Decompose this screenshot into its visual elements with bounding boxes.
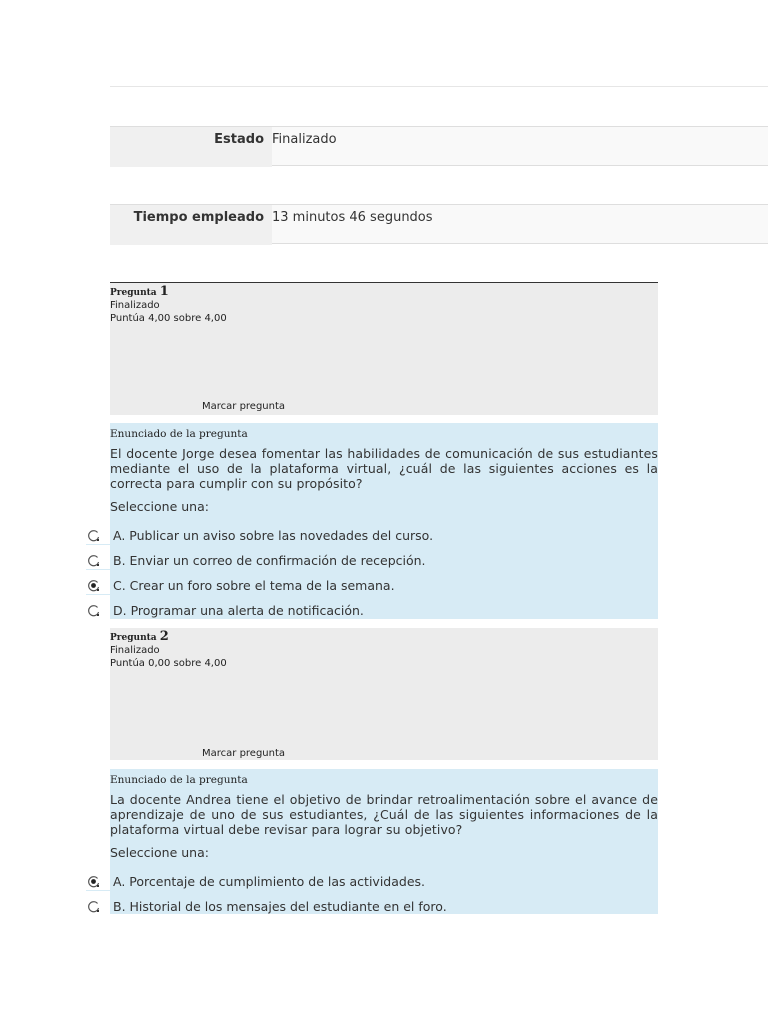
summary-value: 13 minutos 46 segundos [272,210,433,225]
question-grade: Puntúa 4,00 sobre 4,00 [110,313,227,324]
answer-label: B. Enviar un correo de confirmación de recepción. [113,553,426,568]
radio-unchecked-icon[interactable] [86,528,102,544]
answer-option[interactable] [110,601,658,621]
question-text: El docente Jorge desea fomentar las habilidades de comunicación de sus estudiantes mediante el uso de la plataforma virtual, ¿cuál de las siguientes acciones es la correcta para cumplir con su propósito? [110,446,658,491]
answer-divider [86,890,658,891]
radio-checked-icon[interactable] [86,874,102,890]
answer-option[interactable] [110,526,658,546]
answer-divider [86,544,658,545]
flag-question-link[interactable]: Marcar pregunta [202,401,286,412]
answer-divider [86,569,658,570]
answer-label: B. Historial de los mensajes del estudiante en el foro. [113,899,447,914]
summary-row-time [110,204,768,244]
question-info [110,282,658,415]
question-grade: Puntúa 0,00 sobre 4,00 [110,658,227,669]
answer-option[interactable] [110,872,658,892]
answer-prompt: Seleccione una: [110,499,209,514]
answer-label: A. Porcentaje de cumplimiento de las actividades. [113,874,425,889]
answer-divider [86,594,658,595]
question-formulation [110,423,658,619]
summary-value: Finalizado [272,132,337,147]
radio-checked-icon[interactable] [86,578,102,594]
question-text: La docente Andrea tiene el objetivo de brindar retroalimentación sobre el avance de aprendizaje de uno de sus estudiantes, ¿Cuál de las siguientes informaciones de la plataforma virtual debe revisar para lograr su objetivo? [110,792,658,837]
formulation-title: Enunciado de la pregunta [110,428,248,440]
question-formulation [110,769,658,914]
summary-label: Estado [110,127,272,167]
top-divider [110,86,768,87]
answer-option[interactable] [110,576,658,596]
answer-option[interactable] [110,897,658,917]
answer-label: A. Publicar un aviso sobre las novedades del curso. [113,528,434,543]
flag-question-link[interactable]: Marcar pregunta [202,748,286,759]
formulation-title: Enunciado de la pregunta [110,774,248,786]
question-state: Finalizado [110,300,160,311]
answer-option[interactable] [110,551,658,571]
summary-label: Tiempo empleado [110,205,272,245]
answer-prompt: Seleccione una: [110,845,209,860]
question-info [110,628,658,760]
answer-label: D. Programar una alerta de notificación. [113,603,364,618]
summary-row-state [110,126,768,166]
radio-unchecked-icon[interactable] [86,899,102,915]
question-state: Finalizado [110,645,160,656]
radio-unchecked-icon[interactable] [86,553,102,569]
question-number: Pregunta 2 [110,629,169,644]
question-number: Pregunta 1 [110,284,169,299]
radio-unchecked-icon[interactable] [86,603,102,619]
answer-label: C. Crear un foro sobre el tema de la semana. [113,578,395,593]
